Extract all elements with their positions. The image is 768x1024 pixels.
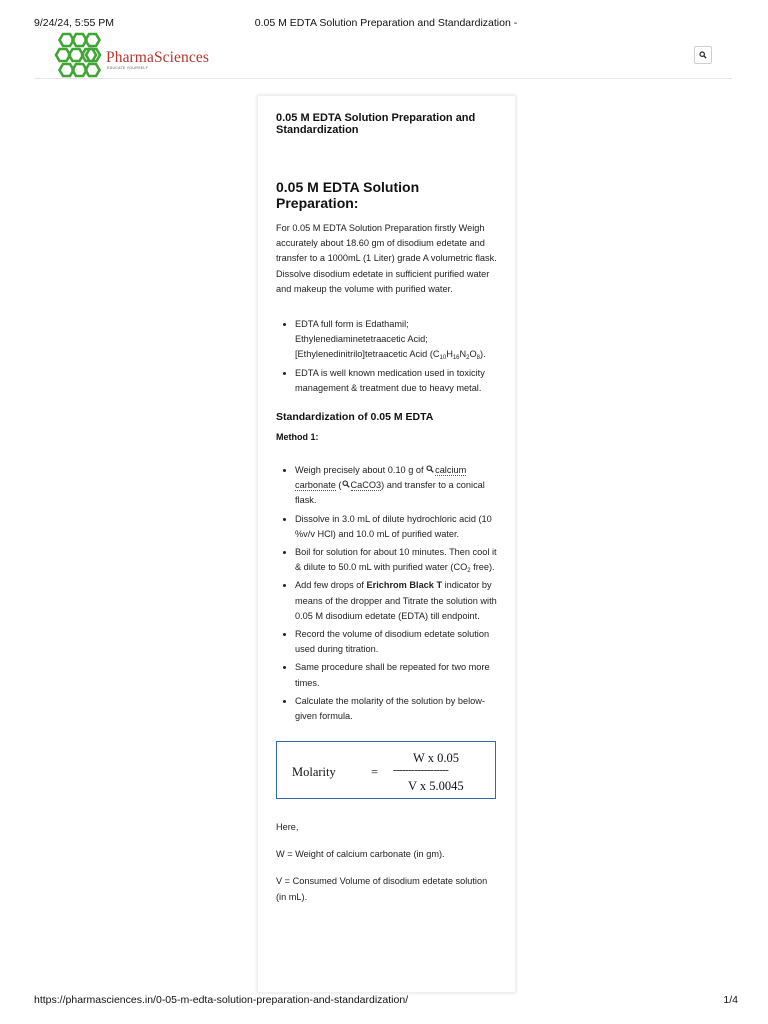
step-text: free). — [470, 562, 495, 573]
search-icon — [699, 51, 707, 59]
article-card — [257, 95, 516, 993]
list-item — [295, 512, 498, 542]
steps-list — [276, 463, 498, 724]
formula-denominator: V x 5.0045 — [408, 779, 464, 794]
brand-tagline: EDUCATE YOURSELF — [107, 66, 149, 70]
print-url: https://pharmasciences.in/0-05-m-edta-solution-preparation-and-standardization/ — [34, 994, 409, 1006]
step-text: Calculate the molarity of the solution by below-given formula. — [295, 695, 485, 722]
formula-part: H — [446, 349, 453, 360]
prep-paragraph: For 0.05 M EDTA Solution Preparation firstly Weigh accurately about 18.60 gm of disodium edetate and transfer to a 1000mL (1 Liter) grade A volumetric flask. Dissolve disodium edetate in sufficient purified water and makeup the volume with purified water. — [276, 223, 497, 294]
site-header — [34, 28, 732, 79]
edta-full-form: EDTA full form is Edathamil; Ethylenediaminetetraacetic Acid; [Ethylenedinitrilo]tetraacetic Acid (C — [295, 319, 440, 360]
step-text: Record the volume of disodium edetate solution used during titration. — [295, 629, 490, 655]
list-item — [295, 317, 498, 363]
formula-sub: 2 — [466, 355, 470, 362]
v-definition: V = Consumed Volume of disodium edetate solution (in mL). — [276, 876, 488, 902]
step-text: Same procedure shall be repeated for two more times. — [295, 662, 490, 688]
formula-part: N — [459, 349, 467, 360]
search-icon — [426, 465, 434, 473]
step-text: indicator by means of the dropper and Titrate the solution with 0.05 M disodium edetate (EDTA) till endpoint. — [295, 580, 497, 621]
print-doc-title: 0.05 M EDTA Solution Preparation and Standardization - — [254, 17, 518, 29]
step-text: Weigh precisely about 0.10 g of — [295, 465, 427, 476]
formula-numerator: W x 0.05 — [413, 751, 459, 766]
list-item — [295, 366, 498, 396]
list-item — [295, 545, 498, 575]
caco3-link[interactable]: CaCO3 — [350, 480, 382, 491]
formula-part: O — [469, 349, 477, 360]
step-text: Add few drops of — [295, 580, 367, 591]
site-logo[interactable] — [54, 32, 244, 80]
print-datetime: 9/24/24, 5:55 PM — [34, 17, 114, 29]
article-content — [276, 112, 498, 905]
standardization-heading: Standardization of 0.05 M EDTA — [276, 411, 434, 424]
prep-heading: 0.05 M EDTA Solution Preparation: — [276, 179, 420, 211]
formula-divider: ------------------ — [393, 764, 449, 777]
step-text: ) and transfer to a conical flask. — [295, 480, 485, 506]
step-text: Boil for solution for about 10 minutes. Then cool it & dilute to 50.0 mL with purified water (CO — [295, 547, 497, 573]
step-text: Dissolve in 3.0 mL of dilute hydrochloric acid (10 %v/v HCl) and 10.0 mL of purified water. — [295, 513, 492, 539]
hexagon-logo-icon — [54, 32, 104, 78]
w-definition: W = Weight of calcium carbonate (in gm). — [276, 849, 445, 860]
print-footer — [34, 994, 738, 1008]
formula-equals: = — [371, 765, 379, 780]
list-item — [295, 694, 498, 724]
method-label: Method 1: — [276, 432, 319, 443]
list-item — [295, 627, 498, 657]
edta-medication: EDTA is well known medication used in toxicity management & treatment due to heavy metal. — [295, 367, 485, 393]
print-page-number: 1/4 — [723, 994, 738, 1006]
search-icon — [342, 480, 350, 488]
formula-label: Molarity — [292, 765, 336, 780]
list-item — [295, 660, 498, 690]
list-item — [295, 463, 498, 509]
facts-list — [276, 317, 498, 396]
formula-sub: 10 — [439, 355, 447, 362]
formula-part: ). — [480, 349, 486, 360]
brand-name: PharmaSciences — [106, 49, 209, 66]
post-title: 0.05 M EDTA Solution Preparation and Standardization — [276, 112, 476, 136]
formula-sub: 2 — [467, 568, 471, 575]
molarity-formula-box — [276, 741, 496, 799]
list-item — [295, 578, 498, 624]
here-label: Here, — [276, 822, 299, 833]
search-button[interactable] — [694, 46, 712, 64]
indicator-name: Erichrom Black T — [366, 580, 443, 591]
calcium-carbonate-link[interactable]: calcium carbonate — [295, 465, 467, 491]
formula-sub: 8 — [476, 355, 481, 362]
formula-sub: 16 — [452, 355, 460, 362]
step-text: ( — [335, 480, 342, 491]
